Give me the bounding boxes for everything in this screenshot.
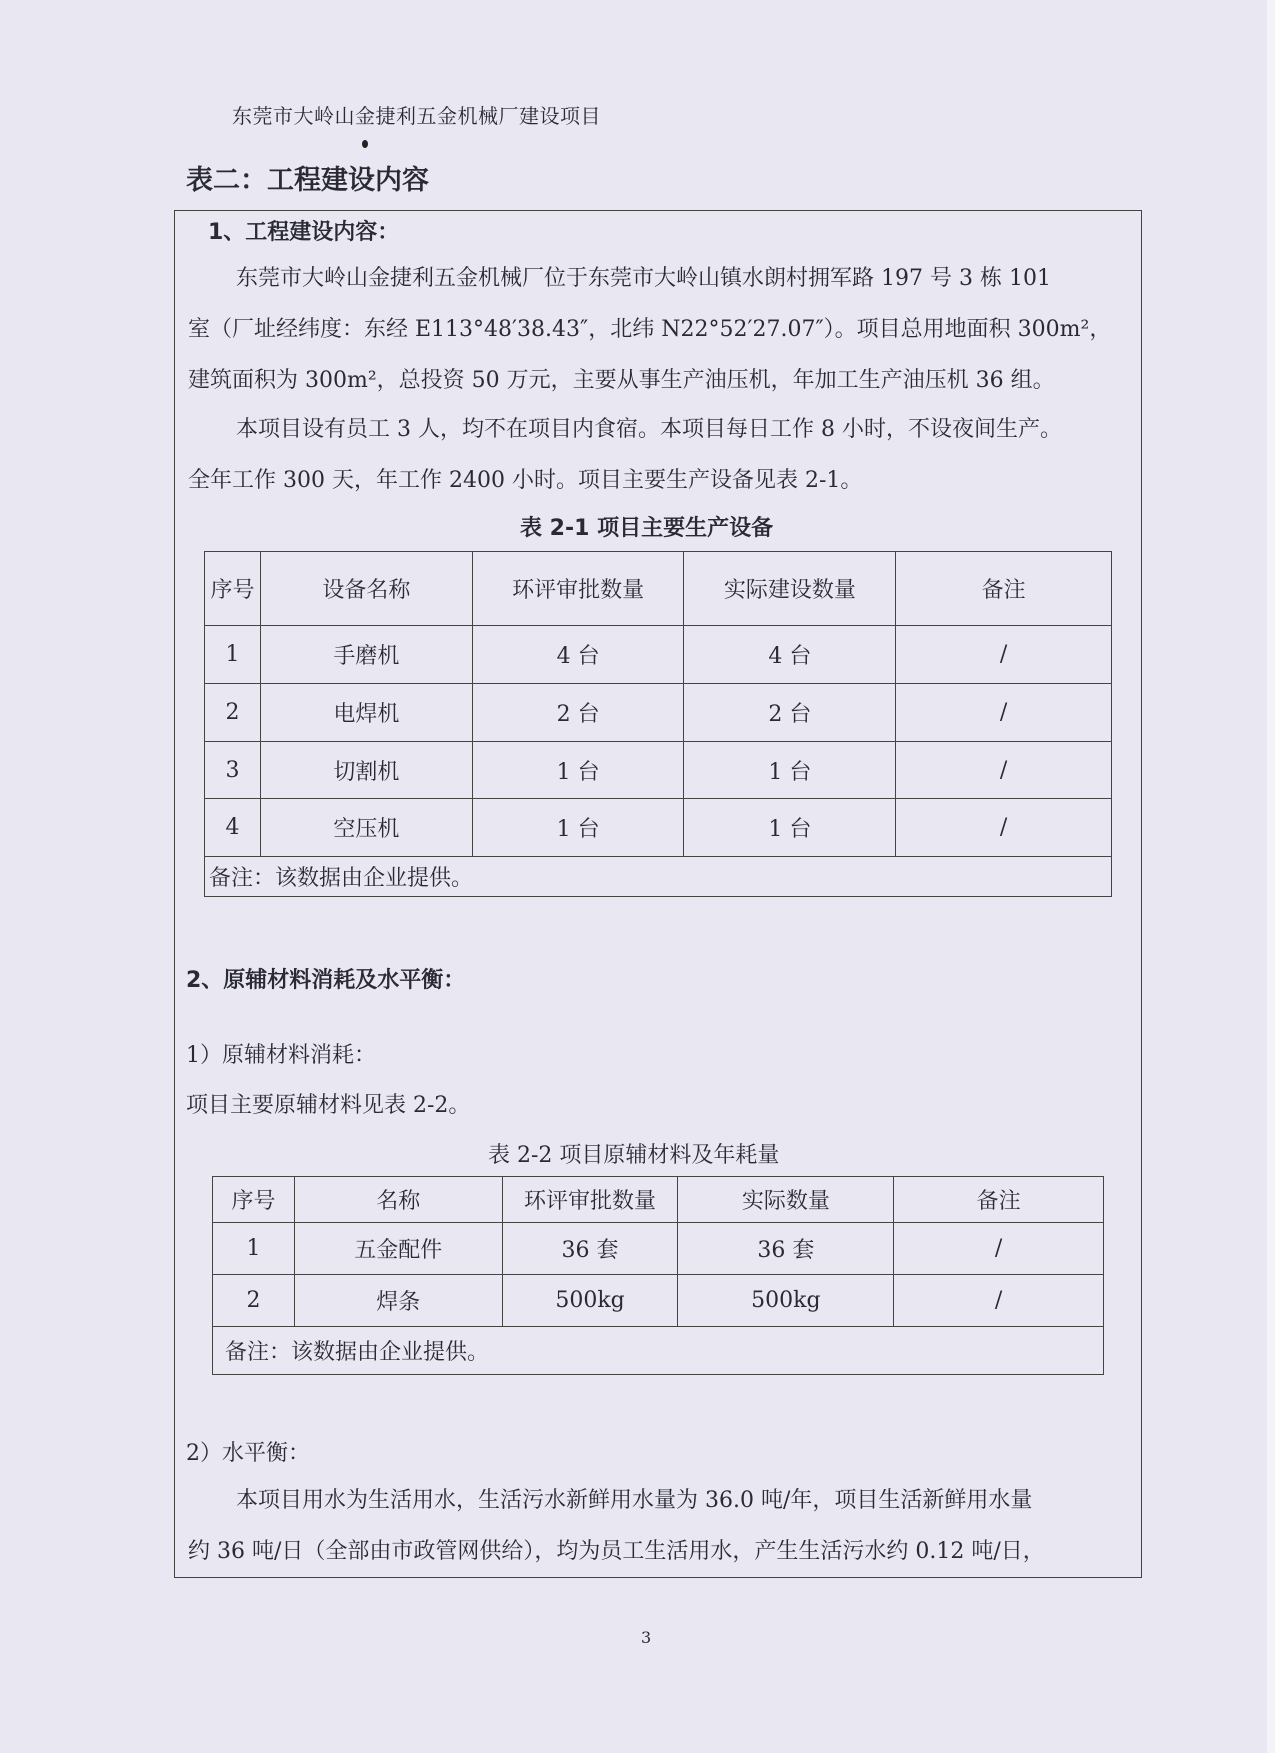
table2-header-cell: 名称 [294, 1177, 502, 1223]
table1-header-cell: 环评审批数量 [472, 552, 684, 626]
table-cell: 36 套 [678, 1223, 894, 1275]
table-cell: 1 [205, 626, 261, 684]
table1 [204, 551, 1112, 897]
para2-line2: 全年工作 300 天，年工作 2400 小时。项目主要生产设备见表 2-1。 [188, 468, 863, 493]
part2-sub1: 1）原辅材料消耗： [186, 1043, 376, 1068]
table2-note-row [213, 1327, 1104, 1375]
page-number: 3 [641, 1628, 652, 1647]
water-line1: 本项目用水为生活用水，生活污水新鲜用水量为 36.0 吨/年，项目生活新鲜用水量 [236, 1488, 1033, 1513]
table1-header-cell: 备注 [896, 552, 1112, 626]
table-cell: 4 台 [684, 626, 896, 684]
scan-mark [362, 140, 368, 148]
table-cell: 1 台 [472, 742, 684, 799]
water-line2: 约 36 吨/日（全部由市政管网供给），均为员工生活用水，产生生活污水约 0.12 吨/日， [188, 1539, 1045, 1564]
table-cell: 2 [213, 1275, 295, 1327]
para1-line3: 建筑面积为 300m²，总投资 50 万元，主要从事生产油压机，年加工生产油压机 36 组。 [188, 368, 1055, 393]
para1-line2: 室（厂址经纬度：东经 E113°48′38.43″，北纬 N22°52′27.07″）。项目总用地面积 300m²， [188, 317, 1112, 342]
table-cell: 切割机 [260, 742, 472, 799]
table-cell: 1 台 [684, 742, 896, 799]
table-cell: 电焊机 [260, 684, 472, 742]
part2-heading: 2、原辅材料消耗及水平衡： [186, 968, 466, 993]
table-row [213, 1275, 1104, 1327]
project-header: 东莞市大岭山金捷利五金机械厂建设项目 [232, 104, 601, 128]
table1-header-row [205, 552, 1112, 626]
para2-line1: 本项目设有员工 3 人，均不在项目内食宿。本项目每日工作 8 小时，不设夜间生产。 [236, 417, 1062, 442]
table-cell: 五金配件 [294, 1223, 502, 1275]
scan-edge [1267, 0, 1275, 1753]
table2-header-cell: 环评审批数量 [502, 1177, 678, 1223]
table-cell: / [896, 799, 1112, 857]
table1-header-cell: 序号 [205, 552, 261, 626]
table-cell: 手磨机 [260, 626, 472, 684]
table1-note: 备注：该数据由企业提供。 [205, 857, 1112, 897]
table-cell: / [896, 684, 1112, 742]
table-cell: 焊条 [294, 1275, 502, 1327]
table-cell: 2 台 [472, 684, 684, 742]
table-row [205, 684, 1112, 742]
table1-header-cell: 实际建设数量 [684, 552, 896, 626]
part3-sub2: 2）水平衡： [186, 1441, 310, 1466]
table-cell: 36 套 [502, 1223, 678, 1275]
section-title: 表二：工程建设内容 [186, 165, 429, 196]
para1-line1: 东莞市大岭山金捷利五金机械厂位于东莞市大岭山镇水朗村拥军路 197 号 3 栋 101 [236, 266, 1051, 291]
table2-note: 备注：该数据由企业提供。 [213, 1327, 1104, 1375]
table-cell: 1 台 [472, 799, 684, 857]
table-cell: / [894, 1275, 1104, 1327]
table-cell: 500kg [678, 1275, 894, 1327]
table-cell: / [896, 626, 1112, 684]
table-cell: 1 [213, 1223, 295, 1275]
table1-header-cell: 设备名称 [260, 552, 472, 626]
table2-header-cell: 备注 [894, 1177, 1104, 1223]
table-row [213, 1223, 1104, 1275]
part1-paragraph-2 [188, 404, 1136, 506]
table2-header-cell: 实际数量 [678, 1177, 894, 1223]
table-cell: 2 台 [684, 684, 896, 742]
part2-sub1-text: 项目主要原辅材料见表 2-2。 [186, 1093, 471, 1118]
table-cell: 空压机 [260, 799, 472, 857]
table1-caption: 表 2-1 项目主要生产设备 [520, 516, 774, 541]
table-cell: / [896, 742, 1112, 799]
table2-header-row [213, 1177, 1104, 1223]
table-cell: 1 台 [684, 799, 896, 857]
part3-paragraph [188, 1475, 1136, 1577]
table-cell: 4 [205, 799, 261, 857]
part1-paragraph-1 [188, 253, 1136, 406]
table-row [205, 742, 1112, 799]
table2-header-cell: 序号 [213, 1177, 295, 1223]
table2-caption: 表 2-2 项目原辅材料及年耗量 [488, 1143, 780, 1168]
table-cell: 500kg [502, 1275, 678, 1327]
part1-heading: 1、工程建设内容： [208, 220, 400, 245]
table-cell: 2 [205, 684, 261, 742]
table-row [205, 799, 1112, 857]
table-cell: 4 台 [472, 626, 684, 684]
table-cell: 3 [205, 742, 261, 799]
table2 [212, 1176, 1104, 1375]
table-cell: / [894, 1223, 1104, 1275]
table1-note-row [205, 857, 1112, 897]
table-row [205, 626, 1112, 684]
